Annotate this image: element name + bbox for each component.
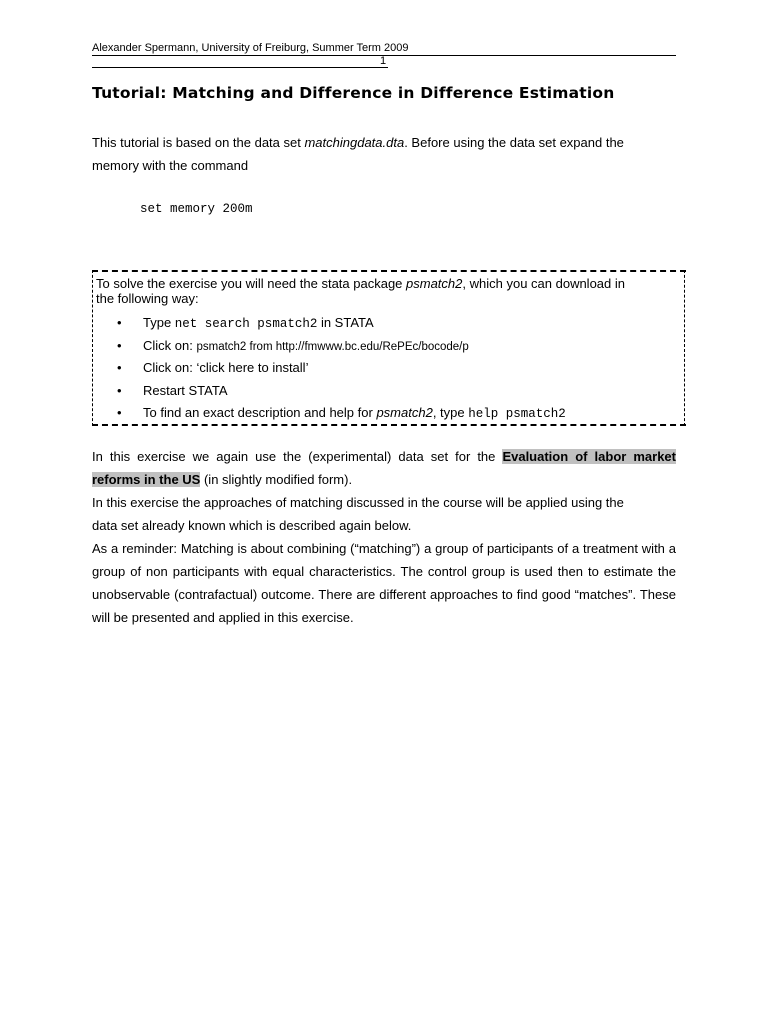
bullet-text-restart: Restart STATA [143,383,228,398]
box-intro-text [96,276,684,306]
bullet-prefix: Type [143,315,175,330]
intro-paragraph [92,131,676,177]
bullet-link-text: psmatch2 from http://fmwww.bc.edu/RePEc/bocode/p [196,341,469,353]
box-border-bottom [92,424,686,426]
bullet-prefix: To find an exact description and help for [143,405,377,420]
bullet-text-click-link [143,338,469,353]
body-p2-line2: data set already known which is described again below. [92,518,412,533]
bullet-text-help [143,405,566,421]
body-p2-line1: In this exercise the approaches of matching discussed in the course will be applied using the [92,495,624,510]
bullet-quote: ‘click here to install’ [196,360,309,375]
box-border-left [92,270,93,426]
body-paragraph-1 [92,445,676,491]
body-p1-before: In this exercise we again use the (experimental) data set for the [92,449,503,464]
bullet-suffix: in STATA [317,315,374,330]
bullet-icon: • [117,338,122,353]
bullet-prefix: Click on: [143,338,197,353]
body-p1-after: (in slightly modified form). [200,472,353,487]
body-paragraph-2 [92,491,676,537]
bullet-text-click-install [143,360,308,375]
bullet-package: psmatch2 [376,405,433,420]
header-author-line: Alexander Spermann, University of Freiburg, Summer Term 2009 [92,42,409,54]
body-p1-line2 [92,468,676,491]
running-header [92,41,676,56]
document-title: Tutorial: Matching and Difference in Difference Estimation [92,84,615,102]
bullet-code: help psmatch2 [468,407,566,421]
body-p1-line1 [92,445,676,468]
bullet-code: net search psmatch2 [174,317,318,331]
box-border-right [684,270,685,426]
bullet-mid: , type [432,405,469,420]
highlight-reforms: reforms in the US [92,472,201,487]
box-intro-line2: the following way: [96,291,199,306]
intro-text-line2: memory with the command [92,158,249,173]
page-number-underline [92,67,388,68]
bullet-icon: • [117,405,122,420]
bullet-icon: • [117,360,122,375]
bullet-icon: • [117,315,122,330]
bullet-text-type-command [143,315,374,331]
command-set-memory: set memory 200m [140,202,253,216]
dataset-name: matchingdata.dta [304,135,405,150]
box-border-top [92,270,686,272]
bullet-prefix: Click on: [143,360,197,375]
intro-text-before: This tutorial is based on the data set [92,135,305,150]
highlight-evaluation: Evaluation of labor market [502,449,676,464]
intro-text-after: . Before using the data set expand the [404,135,624,150]
bullet-icon: • [117,383,122,398]
box-intro-after: , which you can download in [462,276,625,291]
box-intro-package: psmatch2 [406,276,463,291]
page-number: 1 [380,55,387,67]
body-paragraph-3: As a reminder: Matching is about combining (“matching”) a group of participants of a treatment with a group of non participants with equal characteristics. The control group is used then to estimate the unobservable (contrafactual) outcome. There are different approaches to find good “matches”. These will be presented and applied in this exercise. [92,541,676,625]
box-intro-before: To solve the exercise you will need the stata package [96,276,407,291]
